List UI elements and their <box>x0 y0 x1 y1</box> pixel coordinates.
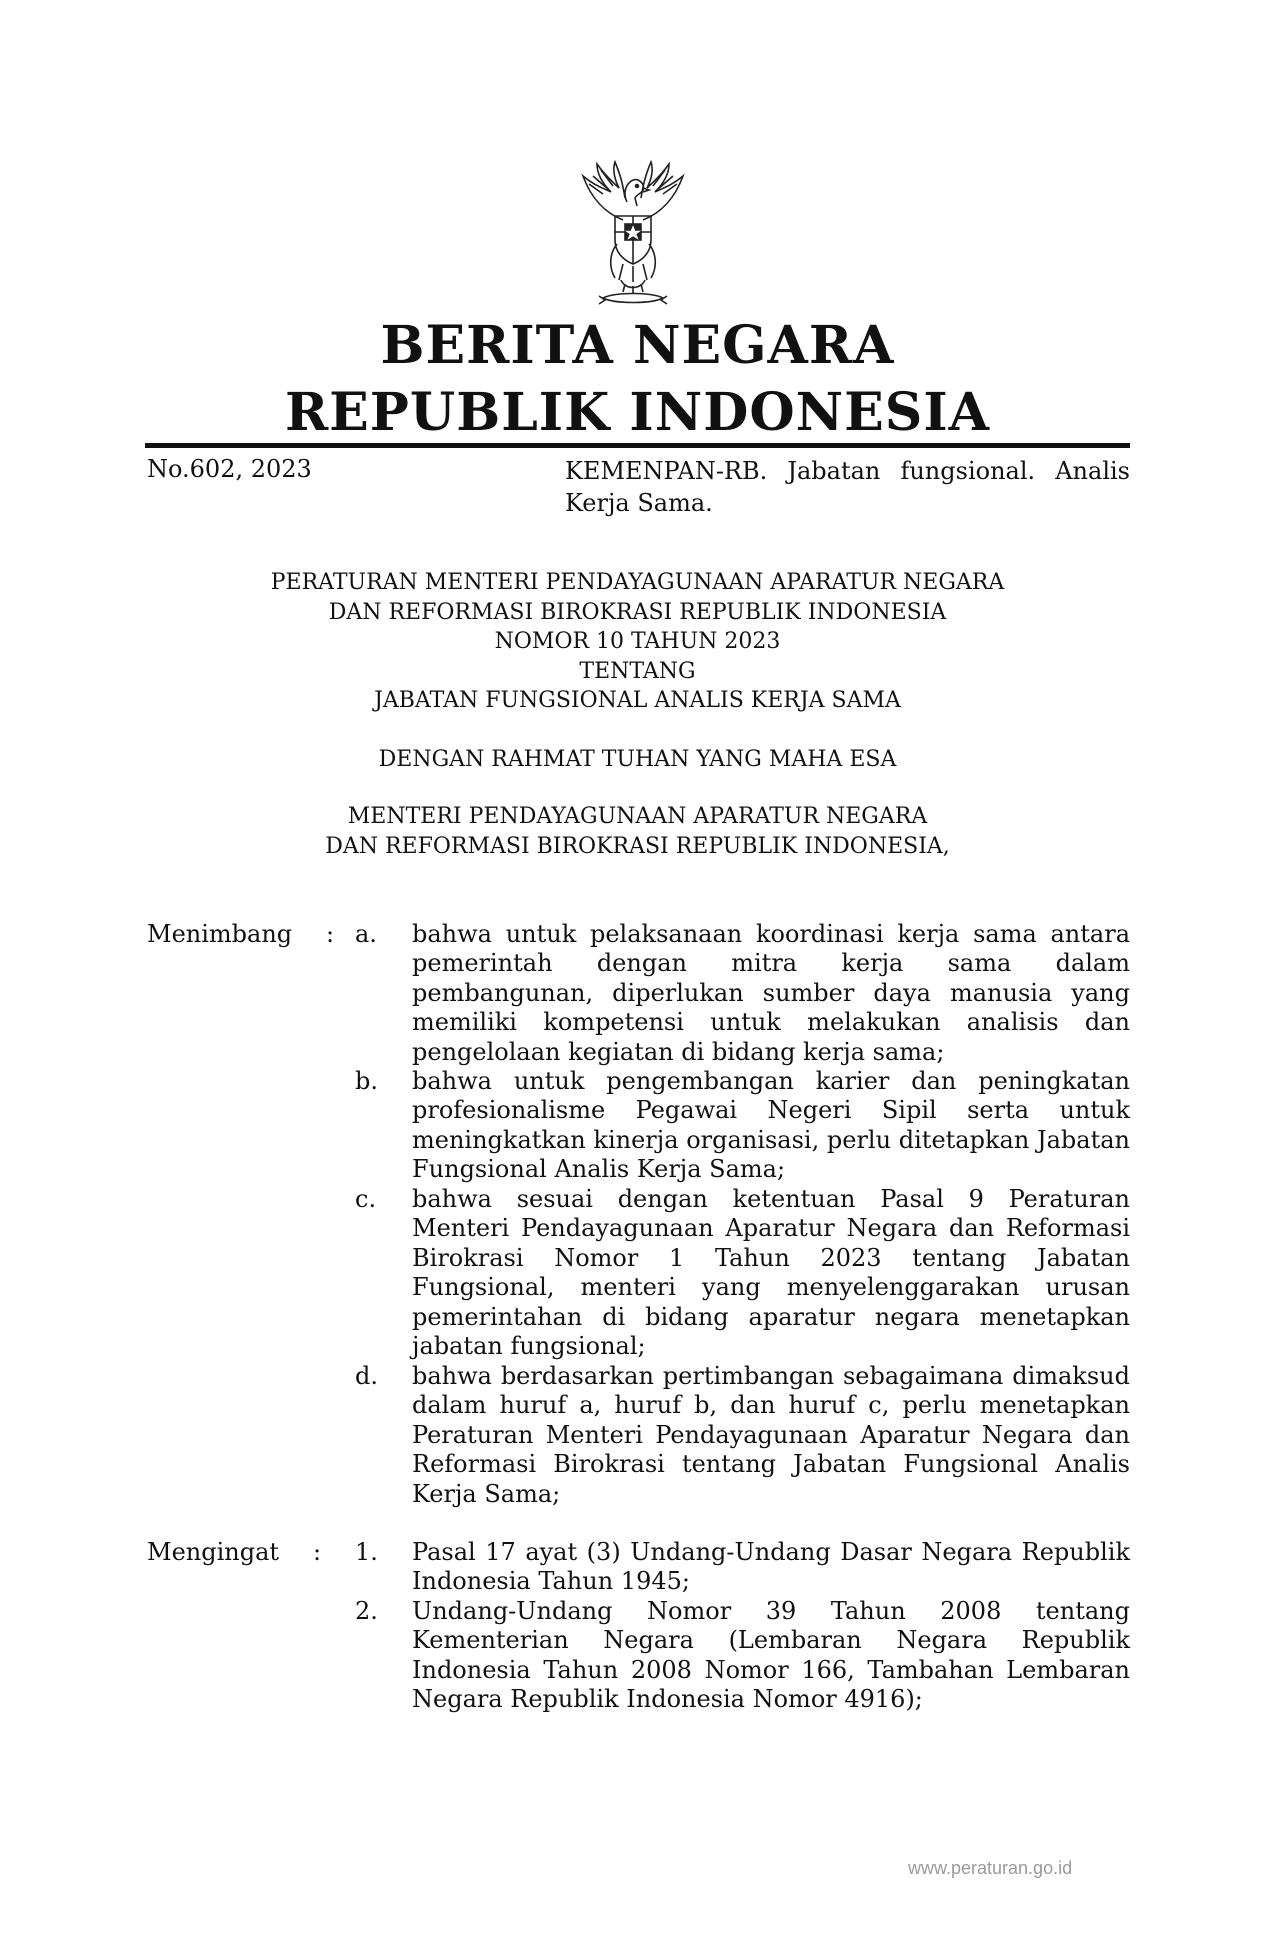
regulation-tentang: TENTANG <box>579 658 696 684</box>
regulation-title-block <box>0 568 1275 716</box>
mengingat-item-marker: 2. <box>355 1597 378 1625</box>
minister-block <box>0 802 1275 861</box>
gazette-subject: KEMENPAN-RB. Jabatan fungsional. Analis Kerja Sama. <box>565 457 1130 517</box>
menimbang-item-marker: c. <box>355 1185 377 1213</box>
regulation-title-line: PERATURAN MENTERI PENDAYAGUNAAN APARATUR NEGARA <box>270 570 1005 595</box>
mengingat-item-text: Pasal 17 ayat (3) Undang-Undang Dasar Negara Republik Indonesia Tahun 1945; <box>412 1538 1130 1596</box>
menimbang-item-text: bahwa berdasarkan pertimbangan sebagaimana dimaksud dalam huruf a, huruf b, dan huruf c, perlu menetapkan Peraturan Menteri Pendayagunaan Aparatur Negara dan Reformasi Birokrasi tentang Jabatan Fungsional Analis Kerja Sama; <box>412 1362 1130 1508</box>
minister-title-line: DAN REFORMASI BIROKRASI REPUBLIK INDONESIA, <box>325 833 950 859</box>
mengingat-colon: : <box>313 1538 322 1566</box>
masthead-rule <box>145 443 1130 448</box>
menimbang-item-marker: a. <box>355 920 377 948</box>
menimbang-item-marker: b. <box>355 1067 378 1095</box>
mengingat-item-marker: 1. <box>355 1538 378 1566</box>
menimbang-label: Menimbang <box>147 920 293 948</box>
menimbang-colon: : <box>326 920 335 948</box>
menimbang-item-text: bahwa untuk pelaksanaan koordinasi kerja sama antara pemerintah dengan mitra kerja sama dalam pembangunan, diperlukan sumber daya manusia yang memiliki kompetensi untuk melakukan analisis dan pengelolaan kegiatan di bidang kerja sama; <box>412 920 1130 1066</box>
menimbang-item-text: bahwa sesuai dengan ketentuan Pasal 9 Peraturan Menteri Pendayagunaan Aparatur Negara dan Reformasi Birokrasi Nomor 1 Tahun 2023 tentang Jabatan Fungsional, menteri yang menyelenggarakan urusan pemerintahan di bidang aparatur negara menetapkan jabatan fungsional; <box>412 1185 1130 1361</box>
masthead-title-line1: BERITA NEGARA <box>380 315 895 376</box>
mengingat-item-text: Undang-Undang Nomor 39 Tahun 2008 tentang Kementerian Negara (Lembaran Negara Republik Indonesia Tahun 2008 Nomor 166, Tambahan Lembaran Negara Republik Indonesia Nomor 4916); <box>412 1597 1130 1714</box>
menimbang-item-text: bahwa untuk pengembangan karier dan peningkatan profesionalisme Pegawai Negeri Sipil serta untuk meningkatkan kinerja organisasi, perlu ditetapkan Jabatan Fungsional Analis Kerja Sama; <box>412 1067 1130 1184</box>
source-watermark: www.peraturan.go.id <box>908 1858 1073 1878</box>
regulation-number: NOMOR 10 TAHUN 2023 <box>494 629 781 654</box>
masthead-title-line2: REPUBLIK INDONESIA <box>284 382 991 443</box>
gazette-number: No.602, 2023 <box>147 455 312 483</box>
regulation-subject: JABATAN FUNGSIONAL ANALIS KERJA SAMA <box>374 688 901 713</box>
garuda-emblem-icon <box>553 158 713 318</box>
regulation-title-line: DAN REFORMASI BIROKRASI REPUBLIK INDONESIA <box>328 599 947 625</box>
menimbang-item-marker: d. <box>355 1362 378 1390</box>
mengingat-label: Mengingat <box>147 1538 280 1566</box>
minister-title-line: MENTERI PENDAYAGUNAAN APARATUR NEGARA <box>347 804 928 829</box>
invocation: DENGAN RAHMAT TUHAN YANG MAHA ESA <box>378 747 897 772</box>
